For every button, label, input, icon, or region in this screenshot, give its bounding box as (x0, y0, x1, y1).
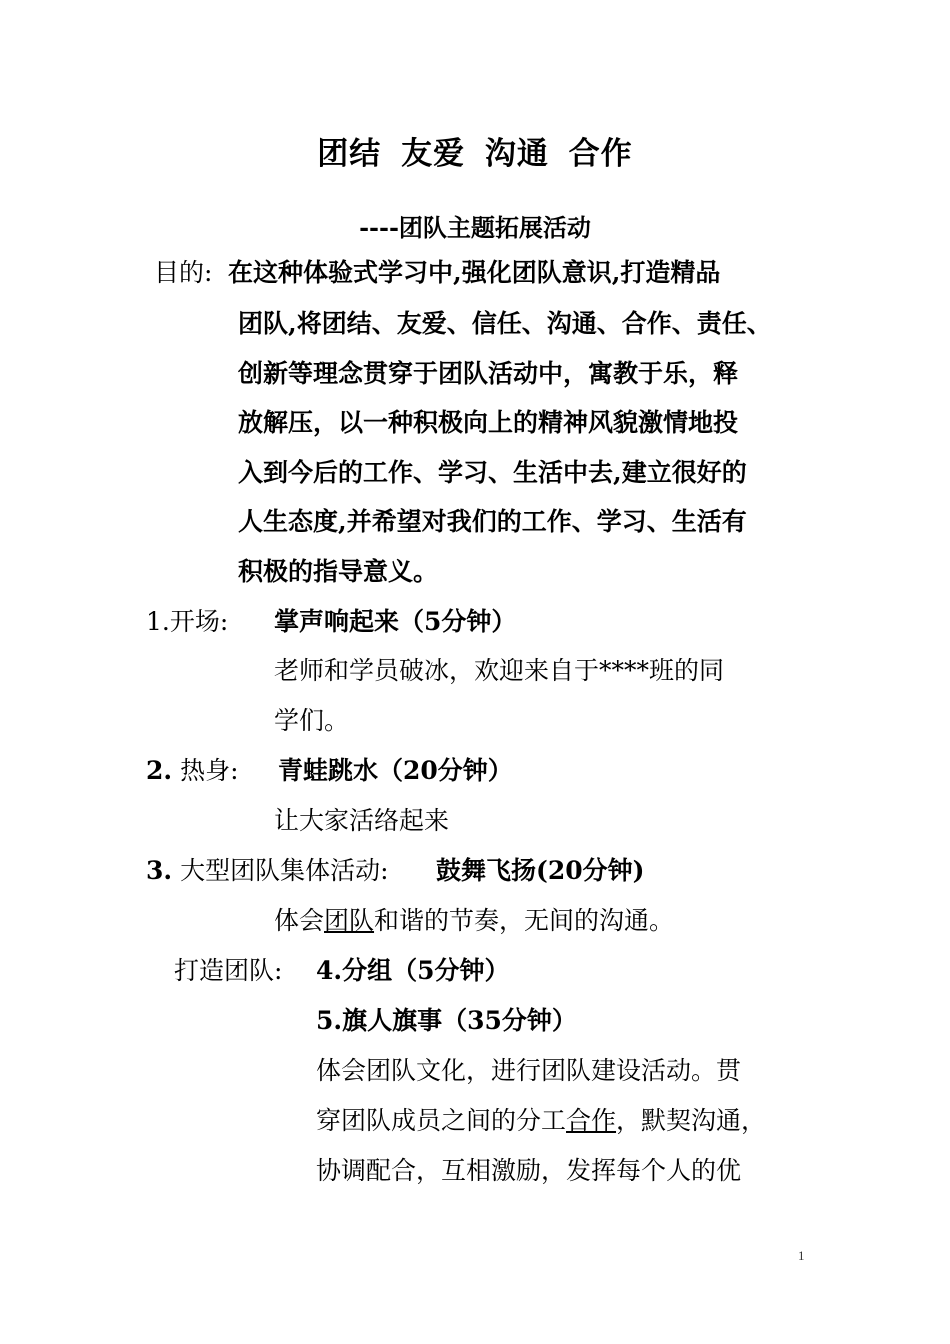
section3-label-text: 大型团队集体活动: (180, 856, 389, 885)
purpose-line: 在这种体验式学习中,强化团队意识,打造精品 (228, 258, 721, 287)
section3-activity: 鼓舞飞扬(20分钟) (436, 856, 645, 885)
document-subtitle: ----团队主题拓展活动 (359, 213, 591, 242)
purpose-label: 目的: (154, 258, 213, 287)
section3-label (146, 855, 389, 887)
section3-desc-text: 和谐的节奏，无间的沟通。 (374, 906, 675, 935)
section2-label-text: 热身: (180, 756, 239, 785)
document-title: 团结 友爱 沟通 合作 (317, 136, 633, 172)
section3-desc-text: 体会 (274, 906, 325, 935)
purpose-line: 团队,将团结、友爱、信任、沟通、合作、责任、 (238, 309, 772, 338)
section5-desc: 体会团队文化，进行团队建设活动。贯 (316, 1056, 742, 1085)
section3-desc-underlined: 团队 (324, 906, 375, 935)
section2-desc: 让大家活络起来 (274, 806, 450, 835)
section5-desc-text: 穿团队成员之间的分工 (316, 1106, 567, 1135)
section5-desc-text: ，默契沟通， (616, 1106, 767, 1135)
section5-desc (316, 1105, 766, 1137)
page-number: 1 (798, 1248, 805, 1263)
section1-desc: 学们。 (274, 706, 350, 735)
section5-desc-underlined: 合作 (566, 1106, 617, 1135)
purpose-line: 积极的指导意义。 (238, 557, 439, 586)
section2-number: 2. (146, 756, 173, 785)
purpose-line: 人生态度,并希望对我们的工作、学习、生活有 (238, 507, 747, 536)
section4-activity: 4.分组（5分钟） (316, 956, 510, 985)
section5-activity: 5.旗人旗事（35分钟） (316, 1006, 577, 1035)
purpose-line: 创新等理念贯穿于团队活动中，寓教于乐，释 (238, 359, 739, 388)
purpose-line: 入到今后的工作、学习、生活中去,建立很好的 (238, 458, 747, 487)
section4-label: 打造团队: (174, 956, 283, 985)
section2-activity: 青蛙跳水（20分钟） (278, 756, 513, 785)
section1-desc: 老师和学员破冰，欢迎来自于****班的同 (274, 656, 725, 685)
section5-desc: 协调配合，互相激励，发挥每个人的优 (316, 1156, 742, 1185)
section3-desc (274, 905, 674, 937)
section1-label: 1.开场: (146, 607, 229, 636)
section2-label (146, 755, 239, 787)
purpose-line: 放解压，以一种积极向上的精神风貌激情地投 (238, 408, 739, 437)
section1-activity: 掌声响起来（5分钟） (274, 607, 517, 636)
section3-number: 3. (146, 856, 173, 885)
